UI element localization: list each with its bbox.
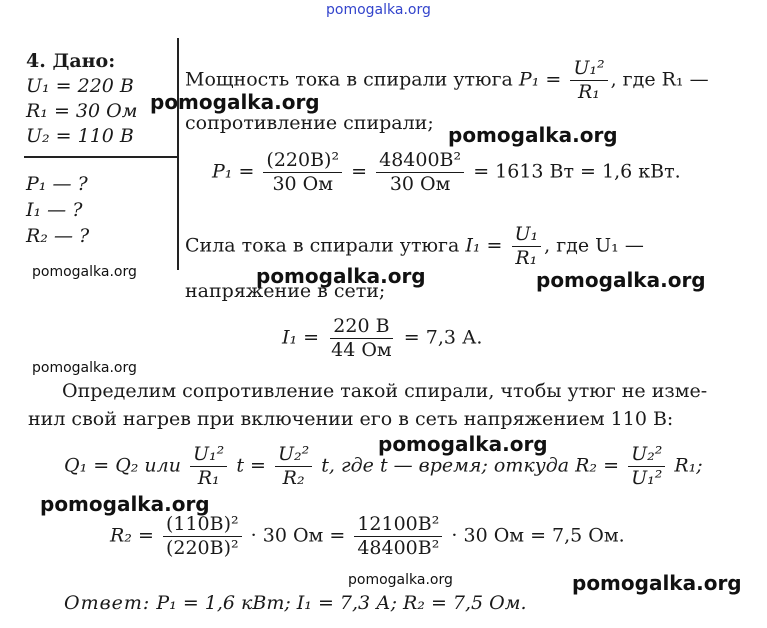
- fraction-u1-r1: [512, 224, 542, 269]
- fraction-q-1: [190, 444, 227, 489]
- formula-r2: [110, 514, 625, 559]
- frac-den: 44 Ом: [331, 338, 392, 361]
- p1-eq: =: [351, 160, 368, 183]
- fraction-i1: [328, 316, 395, 361]
- frac-num: 12100В²: [354, 514, 442, 537]
- watermark: pomogalka.org: [40, 492, 210, 516]
- r2-mid: · 30 Ом =: [250, 524, 346, 547]
- given-u1: U₁ = 220 В: [26, 75, 134, 97]
- answer-text: P₁ = 1,6 кВт; I₁ = 7,3 А; R₂ = 7,5 Ом.: [156, 592, 527, 614]
- watermark: pomogalka.org: [572, 571, 742, 595]
- given-divider-vertical: [177, 38, 179, 270]
- watermark: pomogalka.org: [32, 360, 137, 376]
- frac-num: (220В)²: [263, 150, 342, 173]
- frac-den: U₁²: [631, 466, 663, 489]
- q-mid: t =: [236, 454, 266, 477]
- watermark: pomogalka.org: [32, 264, 137, 280]
- watermark: pomogalka.org: [150, 90, 320, 114]
- given-header: 4. Дано:: [26, 50, 116, 72]
- watermark: pomogalka.org: [378, 432, 548, 456]
- solution-line-2: сопротивление спирали;: [185, 112, 434, 134]
- solution-line-3: [185, 224, 644, 269]
- watermark: pomogalka.org: [348, 572, 453, 588]
- frac-num: (110В)²: [163, 514, 242, 537]
- formula-i1: [282, 316, 482, 361]
- find-p1: P₁ — ?: [26, 173, 88, 195]
- line3-tail: , где U₁ —: [544, 234, 644, 257]
- frac-num: U₂²: [628, 444, 665, 467]
- watermark: pomogalka.org: [256, 264, 426, 288]
- frac-num: U₂²: [275, 444, 312, 467]
- find-i1: I₁ — ?: [26, 199, 83, 221]
- answer-line: [64, 592, 527, 614]
- line3-lhs: I₁ =: [465, 234, 503, 257]
- answer-label: Ответ:: [64, 592, 151, 614]
- q-lhs: Q₁ = Q₂ или: [64, 454, 181, 477]
- q-end: R₁;: [674, 454, 703, 477]
- frac-den: R₁: [515, 246, 538, 269]
- fraction-u1sq-r1: [570, 58, 607, 103]
- solution-line-6: нил свой нагрев при включении его в сеть напряжением 110 В:: [28, 408, 674, 430]
- watermark: pomogalka.org: [536, 268, 706, 292]
- frac-num: U₁²: [190, 444, 227, 467]
- frac-den: 48400В²: [357, 536, 440, 559]
- frac-num: U₁: [512, 224, 542, 247]
- fraction-p1-2: [376, 150, 464, 195]
- r2-result: · 30 Ом = 7,5 Ом.: [451, 524, 625, 547]
- given-r1: R₁ = 30 Ом: [26, 100, 138, 122]
- i1-lhs: I₁ =: [282, 326, 320, 349]
- line1-tail: , где R₁ —: [610, 68, 709, 91]
- r2-lhs: R₂ =: [110, 524, 154, 547]
- fraction-p1-1: [263, 150, 342, 195]
- find-r2: R₂ — ?: [26, 225, 90, 247]
- fraction-q-3: [628, 444, 665, 489]
- line1-text: Мощность тока в спирали утюга: [185, 68, 513, 91]
- frac-den: 30 Ом: [272, 172, 334, 195]
- frac-den: R₂: [282, 466, 305, 489]
- given-divider-horizontal: [24, 156, 177, 158]
- frac-num: 220 В: [330, 316, 392, 339]
- watermark-top: pomogalka.org: [326, 2, 431, 18]
- frac-den: R₁: [197, 466, 220, 489]
- solution-line-4: напряжение в сети;: [185, 280, 386, 302]
- given-u2: U₂ = 110 В: [26, 125, 134, 147]
- i1-result: = 7,3 А.: [403, 326, 483, 349]
- frac-den: 30 Ом: [389, 172, 451, 195]
- p1-result: = 1613 Вт = 1,6 кВт.: [473, 160, 681, 183]
- q-tail: t, где t — время; откуда R₂ =: [321, 454, 620, 477]
- frac-den: R₁: [578, 80, 600, 103]
- frac-den: (220В)²: [165, 536, 239, 559]
- fraction-r2-2: [354, 514, 442, 559]
- frac-num: 48400В²: [376, 150, 464, 173]
- line1-lhs: P₁ =: [518, 68, 562, 91]
- solution-line-5: Определим сопротивление такой спирали, чтобы утюг не изме-: [62, 380, 708, 402]
- fraction-r2-1: [163, 514, 242, 559]
- fraction-q-2: [275, 444, 312, 489]
- frac-num: U₁²: [570, 58, 607, 81]
- watermark: pomogalka.org: [448, 123, 618, 147]
- p1-lhs: P₁ =: [212, 160, 255, 183]
- formula-p1: [212, 150, 681, 195]
- line3-text: Сила тока в спирали утюга: [185, 234, 460, 257]
